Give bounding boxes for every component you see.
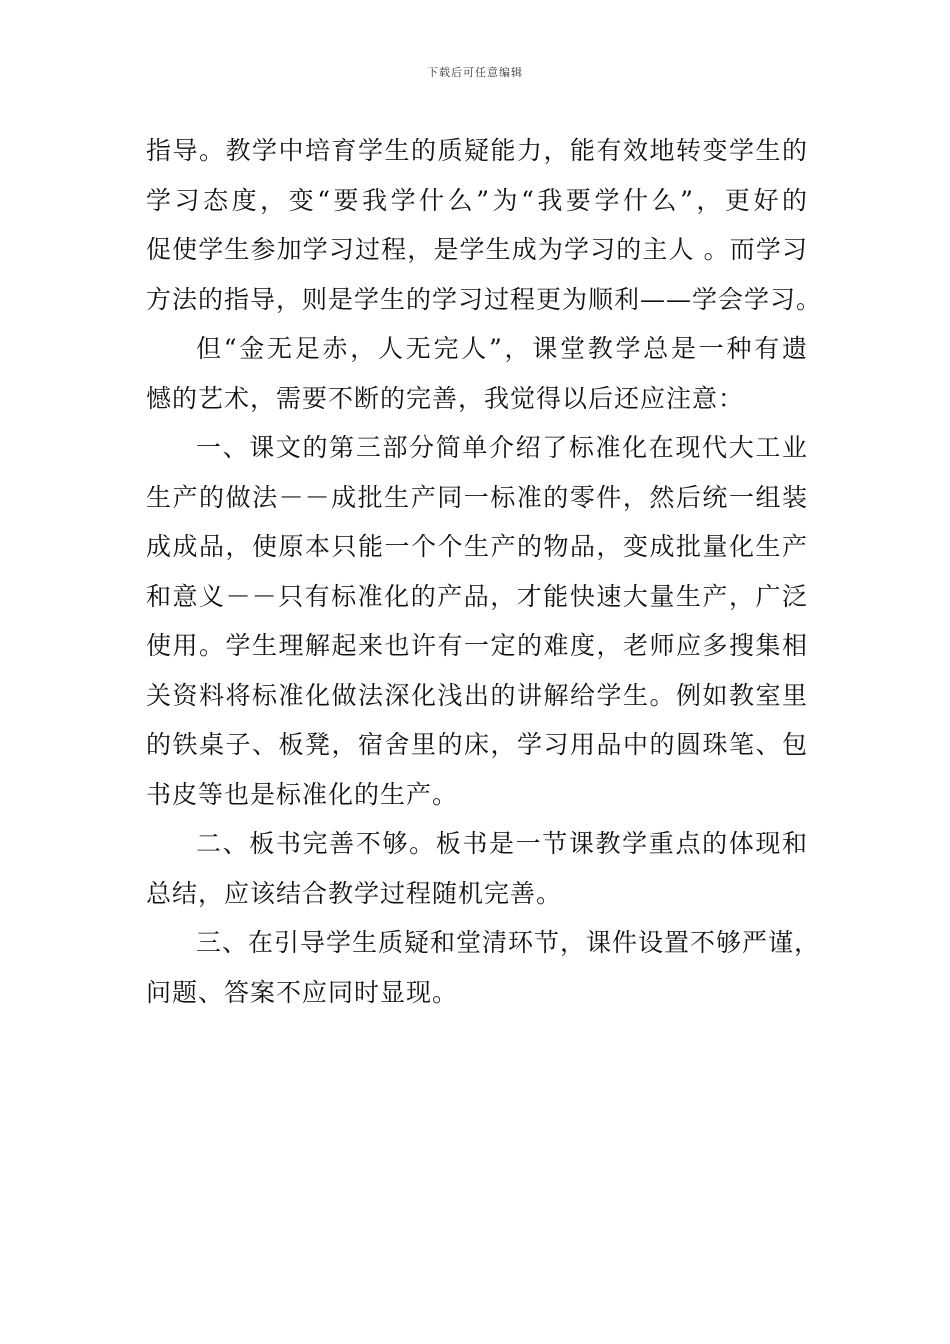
paragraph-1-line-4: 方法的指导，则是学生的学习过程更为顺利——学会学习。 (146, 284, 823, 314)
paragraph-3-line-7: 的铁桌子、板凳，宿舍里的床，学习用品中的圆珠笔、包 (146, 730, 808, 759)
paragraph-3-line-3: 成成品，使原本只能一个个生产的物品，变成批量化生产 (146, 532, 808, 561)
paragraph-3-line-5: 使用。学生理解起来也许有一定的难度，老师应多搜集相 (146, 631, 808, 660)
paragraph-1-line-2: 学习态度，变“要我学什么”为“我要学什么”，更好的 (146, 185, 808, 215)
paragraph-1-line-3: 促使学生参加学习过程，是学生成为学习的主人 。而学习 (146, 235, 808, 264)
paragraph-3-line-2: 生产的做法－－成批生产同一标准的零件，然后统一组装 (146, 482, 808, 512)
paragraph-3-line-8: 书皮等也是标准化的生产。 (146, 779, 459, 809)
paragraph-4-line-2: 总结，应该结合教学过程随机完善。 (146, 878, 563, 908)
paragraph-5-line-1: 三、在引导学生质疑和堂清环节，课件设置不够严谨， (196, 928, 821, 957)
paragraph-1-line-1: 指导。教学中培育学生的质疑能力，能有效地转变学生的 (146, 136, 808, 165)
paragraph-5-line-2: 问题、答案不应同时显现。 (146, 977, 459, 1007)
paragraph-2-line-1: 但“金无足赤，人无完人”，课堂教学总是一种有遗 (196, 334, 808, 363)
paragraph-3-line-6: 关资料将标准化做法深化浅出的讲解给学生。例如教室里 (146, 680, 808, 710)
page-header: 下载后可任意编辑 (427, 66, 523, 79)
paragraph-4-line-1: 二、板书完善不够。板书是一节课教学重点的体现和 (196, 829, 808, 858)
paragraph-2-line-2: 憾的艺术，需要不断的完善，我觉得以后还应注意： (146, 383, 745, 413)
paragraph-3-line-4: 和意义－－只有标准化的产品，才能快速大量生产，广泛 (146, 581, 808, 611)
paragraph-3-line-1: 一、课文的第三部分简单介绍了标准化在现代大工业 (196, 433, 808, 462)
document-body (146, 126, 823, 1017)
